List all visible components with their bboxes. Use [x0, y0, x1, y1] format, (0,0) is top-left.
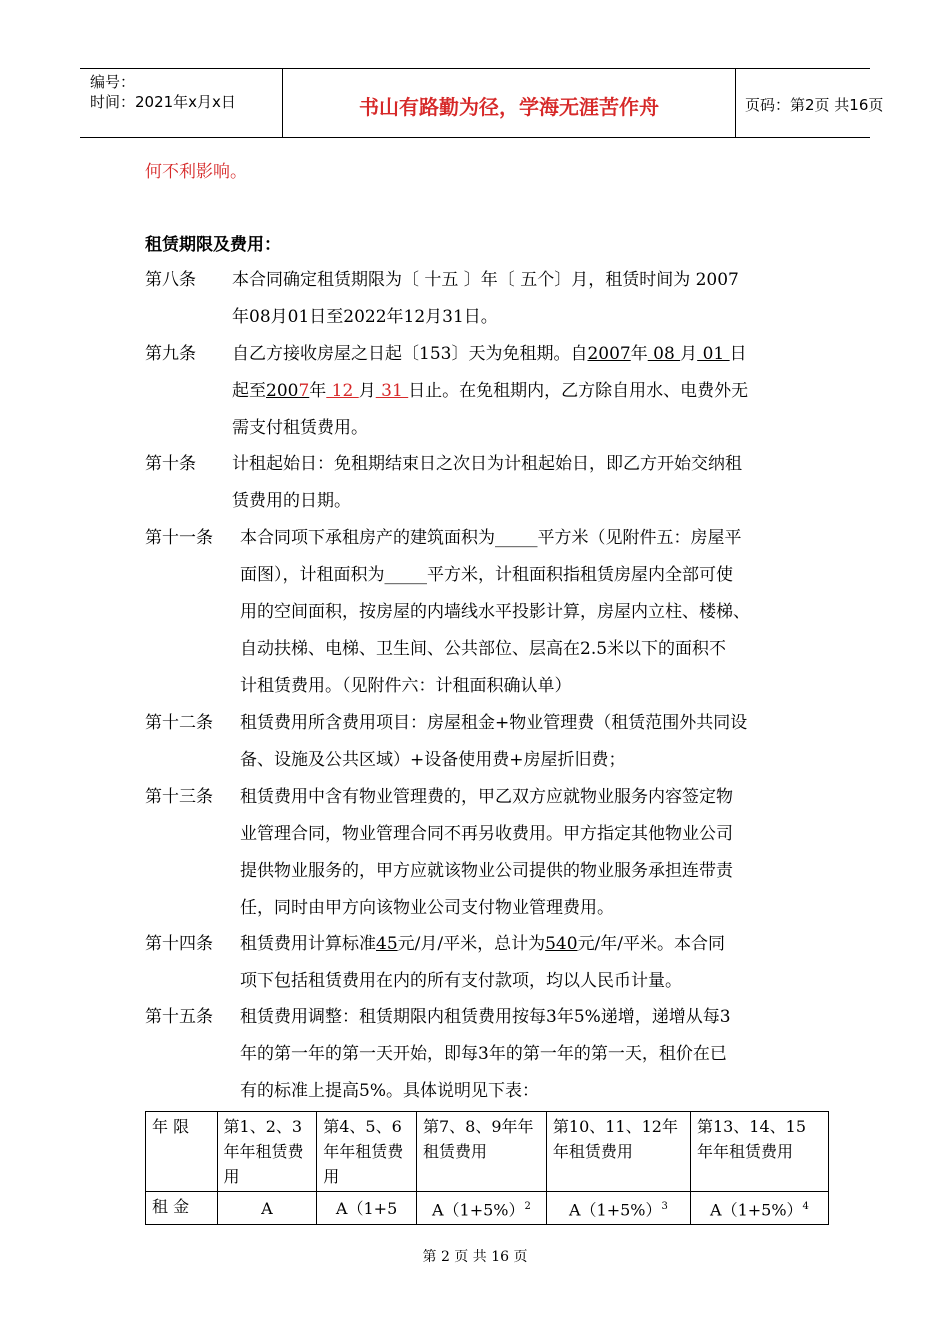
article-13-line-3: 提供物业服务的，甲方应就该物业公司提供的物业服务承担连带责 [240, 861, 733, 881]
year-unit: 年 [309, 381, 327, 401]
article-12-line-1: 租赁费用所含费用项目：房屋租金+物业管理费（租赁范围外共同设 [240, 713, 748, 733]
header-motto-cell [282, 69, 736, 137]
free-end-year-part: 200 [266, 381, 299, 401]
article-13-line-1: 租赁费用中含有物业管理费的，甲乙双方应就物业服务内容签定物 [240, 787, 733, 807]
article-10-label: 第十条 [145, 454, 196, 474]
article-8-label: 第八条 [145, 270, 196, 290]
article-9-line-2 [232, 373, 748, 410]
article-14-line-1 [240, 926, 725, 963]
article-12-line-2: 备、设施及公共区域）+设备使用费+房屋折旧费； [240, 750, 626, 770]
free-end-year-part: 7 [298, 381, 310, 401]
monthly-rate-value: 45 [376, 934, 398, 954]
article-15-line-3: 有的标准上提高5%。具体说明见下表： [240, 1081, 539, 1101]
section-title: 租赁期限及费用： [145, 235, 281, 255]
free-start-day: 01 [697, 344, 730, 364]
header-page-label: 页码：第2页 共16页 [745, 96, 884, 114]
document-number-label: 编号： [90, 73, 136, 91]
table-row-label: 租 金 [146, 1192, 218, 1225]
article-13-line-2: 业管理合同，物业管理合同不再另收费用。甲方指定其他物业公司 [240, 824, 733, 844]
table-header-cell: 第10、11、12年年租赁费用 [546, 1112, 690, 1192]
month-unit: 月 [358, 381, 376, 401]
free-start-month: 08 [647, 344, 681, 364]
article-9-text: 起至 [232, 381, 266, 401]
rent-formula: A（1+5%） [710, 1200, 803, 1220]
article-15-line-1: 租赁费用调整：租赁期限内租赁费用按每3年5%递增，递增从每3 [240, 1007, 731, 1027]
article-15-line-2: 年的第一年的第一天开始，即每3年的第一年的第一天，租价在已 [240, 1044, 727, 1064]
table-header-cell: 第4、5、6年年租赁费用 [317, 1112, 417, 1192]
article-13-line-4: 任，同时由甲方向该物业公司支付物业管理费用。 [240, 898, 614, 918]
article-11-line-2: 面图），计租面积为_____平方米，计租面积指租赁房屋内全部可使 [240, 565, 733, 585]
article-9-label: 第九条 [145, 344, 196, 364]
header-motto: 书山有路勤为径，学海无涯苦作舟 [359, 95, 659, 119]
table-header-cell: 第7、8、9年年租赁费用 [416, 1112, 546, 1192]
table-cell [690, 1192, 828, 1225]
article-8-line-1: 本合同确定租赁期限为〔 十五 〕年〔 五个〕月，租赁时间为 2007 [232, 270, 739, 290]
table-cell: A（1+5 [317, 1192, 417, 1225]
free-end-year [266, 381, 309, 401]
free-end-month: 12 [326, 381, 359, 401]
header-page-cell [735, 69, 884, 137]
article-14-text: 元/月/平米，总计为 [397, 934, 546, 954]
table-cell: A [217, 1192, 317, 1225]
article-11-line-5: 计租赁费用。（见附件六：计租面积确认单） [240, 676, 572, 696]
rent-escalation-table [145, 1111, 829, 1225]
article-9-line-1 [232, 336, 747, 373]
rent-exponent: 3 [661, 1201, 668, 1212]
article-14-text: 租赁费用计算标准 [240, 934, 376, 954]
article-9-text: 自乙方接收房屋之日起〔153〕天为免租期。自 [232, 344, 588, 364]
article-14-label: 第十四条 [145, 934, 213, 954]
year-unit: 年 [630, 344, 648, 364]
article-9-text: 日止。在免租期内，乙方除自用水、电费外无 [408, 381, 749, 401]
article-10-line-1: 计租起始日：免租期结束日之次日为计租起始日，即乙方开始交纳租 [232, 454, 742, 474]
article-11-label: 第十一条 [145, 528, 213, 548]
article-11-line-1: 本合同项下承租房产的建筑面积为_____平方米（见附件五：房屋平 [240, 528, 742, 548]
rent-formula: A（1+5%） [431, 1200, 525, 1220]
page-header [80, 68, 884, 138]
carry-over-text: 何不利影响。 [145, 162, 247, 182]
month-unit: 月 [680, 344, 698, 364]
article-11-line-4: 自动扶梯、电梯、卫生间、公共部位、层高在2.5米以下的面积不 [240, 639, 727, 659]
article-12-label: 第十二条 [145, 713, 213, 733]
table-header-row [146, 1112, 829, 1192]
header-meta-cell [80, 69, 282, 137]
free-start-year: 2007 [587, 344, 631, 364]
article-11-line-3: 用的空间面积，按房屋的内墙线水平投影计算，房屋内立柱、楼梯、 [240, 602, 750, 622]
table-header-cell: 第1、2、3年年租赁费用 [217, 1112, 317, 1192]
article-9-line-3: 需支付租赁费用。 [232, 418, 368, 438]
article-15-label: 第十五条 [145, 1007, 213, 1027]
table-header-cell: 年 限 [146, 1112, 218, 1192]
rent-exponent: 4 [802, 1201, 809, 1212]
document-date-label: 时间：2021年x月x日 [90, 93, 236, 111]
article-14-text: 元/年/平米。本合同 [577, 934, 726, 954]
page-footer: 第 2 页 共 16 页 [422, 1249, 528, 1265]
day-unit: 日 [729, 344, 747, 364]
article-14-line-2: 项下包括租赁费用在内的所有支付款项，均以人民币计量。 [240, 971, 682, 991]
free-end-day: 31 [375, 381, 409, 401]
article-10-line-2: 赁费用的日期。 [232, 491, 351, 511]
table-cell [416, 1192, 546, 1225]
table-row [146, 1192, 829, 1225]
table-cell [546, 1192, 690, 1225]
rent-exponent: 2 [524, 1201, 531, 1212]
table-header-cell: 第13、14、15年年租赁费用 [690, 1112, 828, 1192]
annual-rate-value: 540 [545, 934, 578, 954]
rent-formula: A（1+5%） [568, 1200, 662, 1220]
article-13-label: 第十三条 [145, 787, 213, 807]
article-8-line-2: 年08月01日至2022年12月31日。 [232, 307, 498, 327]
